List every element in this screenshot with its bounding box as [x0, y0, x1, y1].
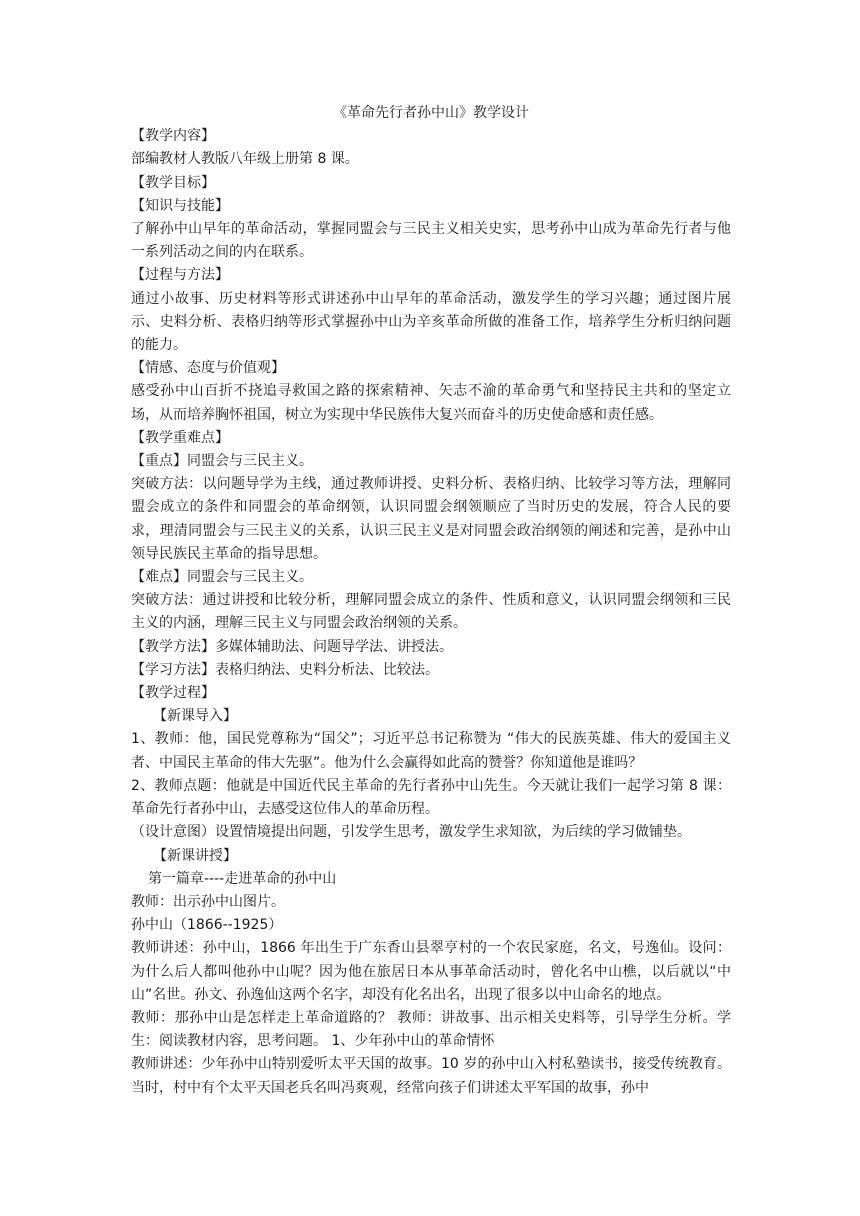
- paragraph: 【教学方法】多媒体辅助法、问题导学法、讲授法。: [131, 638, 453, 655]
- paragraph: 【教学过程】: [131, 685, 215, 702]
- paragraph: 感受孙中山百折不挠追寻救国之路的探索精神、矢志不渝的革命勇气和坚持民主共和的坚定立场，从而培养胸怀祖国，树立为实现中华民族伟大复兴而奋斗的历史使命感和责任感。: [131, 383, 731, 423]
- paragraph: 第一篇章----走进革命的孙中山: [148, 870, 337, 887]
- paragraph: 突破方法：通过讲授和比较分析，理解同盟会成立的条件、性质和意义，认识同盟会纲领和三民主义的内涵，理解三民主义与同盟会政治纲领的关系。: [131, 592, 731, 632]
- paragraph: 2、教师点题：他就是中国近代民主革命的先行者孙中山先生。今天就让我们一起学习第 8 课：革命先行者孙中山，去感受这位伟人的革命历程。: [131, 777, 731, 818]
- paragraph: 教师讲述：孙中山，1866 年出生于广东香山县翠亨村的一个农民家庭，名文，号逸仙。设问：为什么后人都叫他孙中山呢？因为他在旅居日本从事革命活动时，曾化名中山樵，以后就以“中山”名世。孙文、孙逸仙这两个名字，却没有化名出名，出现了很多以中山命名的地点。: [131, 940, 731, 1003]
- paragraph: 【难点】同盟会与三民主义。: [131, 569, 313, 586]
- paragraph: 1、教师：他，国民党尊称为“国父”；习近平总书记称赞为 “伟大的民族英雄、伟大的爱国主义者、中国民主革命的伟大先驱”。他为什么会赢得如此高的赞誉？你知道他是谁吗？: [131, 731, 731, 771]
- paragraph: 【知识与技能】: [131, 197, 229, 214]
- paragraph: 【学习方法】表格归纳法、史料分析法、比较法。: [131, 661, 439, 678]
- paragraph: 教师：那孙中山是怎样走上革命道路的？ 教师：讲故事、出示相关史料等，引导学生分析。学生：阅读教材内容，思考问题。 1、少年孙中山的革命情怀: [131, 1009, 731, 1050]
- paragraph: 【情感、态度与价值观】: [131, 360, 285, 377]
- paragraph: 【过程与方法】: [131, 267, 229, 284]
- paragraph: 【教学内容】: [131, 128, 215, 145]
- document-page: [131, 102, 731, 1100]
- paragraph: 孙中山（1866--1925）: [131, 917, 283, 934]
- paragraph: 教师讲述：少年孙中山特别爱听太平天国的故事。10 岁的孙中山入村私塾读书，接受传统教育。当时，村中有个太平天国老兵名叫冯爽观，经常向孩子们讲述太平军国的故事，孙中: [131, 1056, 731, 1096]
- paragraph: 【教学目标】: [131, 174, 215, 191]
- paragraph: 突破方法：以问题导学为主线，通过教师讲授、史料分析、表格归纳、比较学习等方法，理解同盟会成立的条件和同盟会的革命纲领，认识同盟会纲领顺应了当时历史的发展，符合人民的要求，理清同盟会与三民主义的关系，认识三民主义是对同盟会政治纲领的阐述和完善，是孙中山领导民族民主革命的指导思想。: [131, 476, 731, 562]
- paragraph: 部编教材人教版八年级上册第 8 课。: [131, 151, 359, 168]
- paragraph: 【重点】同盟会与三民主义。: [131, 453, 313, 470]
- paragraph: 通过小故事、历史材料等形式讲述孙中山早年的革命活动，激发学生的学习兴趣；通过图片展示、史料分析、表格归纳等形式掌握孙中山为辛亥革命所做的准备工作，培养学生分析归纳问题的能力。: [131, 290, 731, 354]
- document-body: [131, 125, 731, 1100]
- paragraph: 【新课导入】: [153, 708, 237, 725]
- paragraph: （设计意图）设置情境提出问题，引发学生思考，激发学生求知欲，为后续的学习做铺垫。: [131, 824, 691, 841]
- paragraph: 了解孙中山早年的革命活动，掌握同盟会与三民主义相关史实，思考孙中山成为革命先行者与他一系列活动之间的内在联系。: [131, 221, 731, 261]
- paragraph: 【教学重难点】: [131, 429, 229, 446]
- paragraph: 【新课讲授】: [153, 847, 237, 864]
- document-title: 《革命先行者孙中山》教学设计: [333, 105, 529, 121]
- paragraph: 教师：出示孙中山图片。: [131, 893, 285, 910]
